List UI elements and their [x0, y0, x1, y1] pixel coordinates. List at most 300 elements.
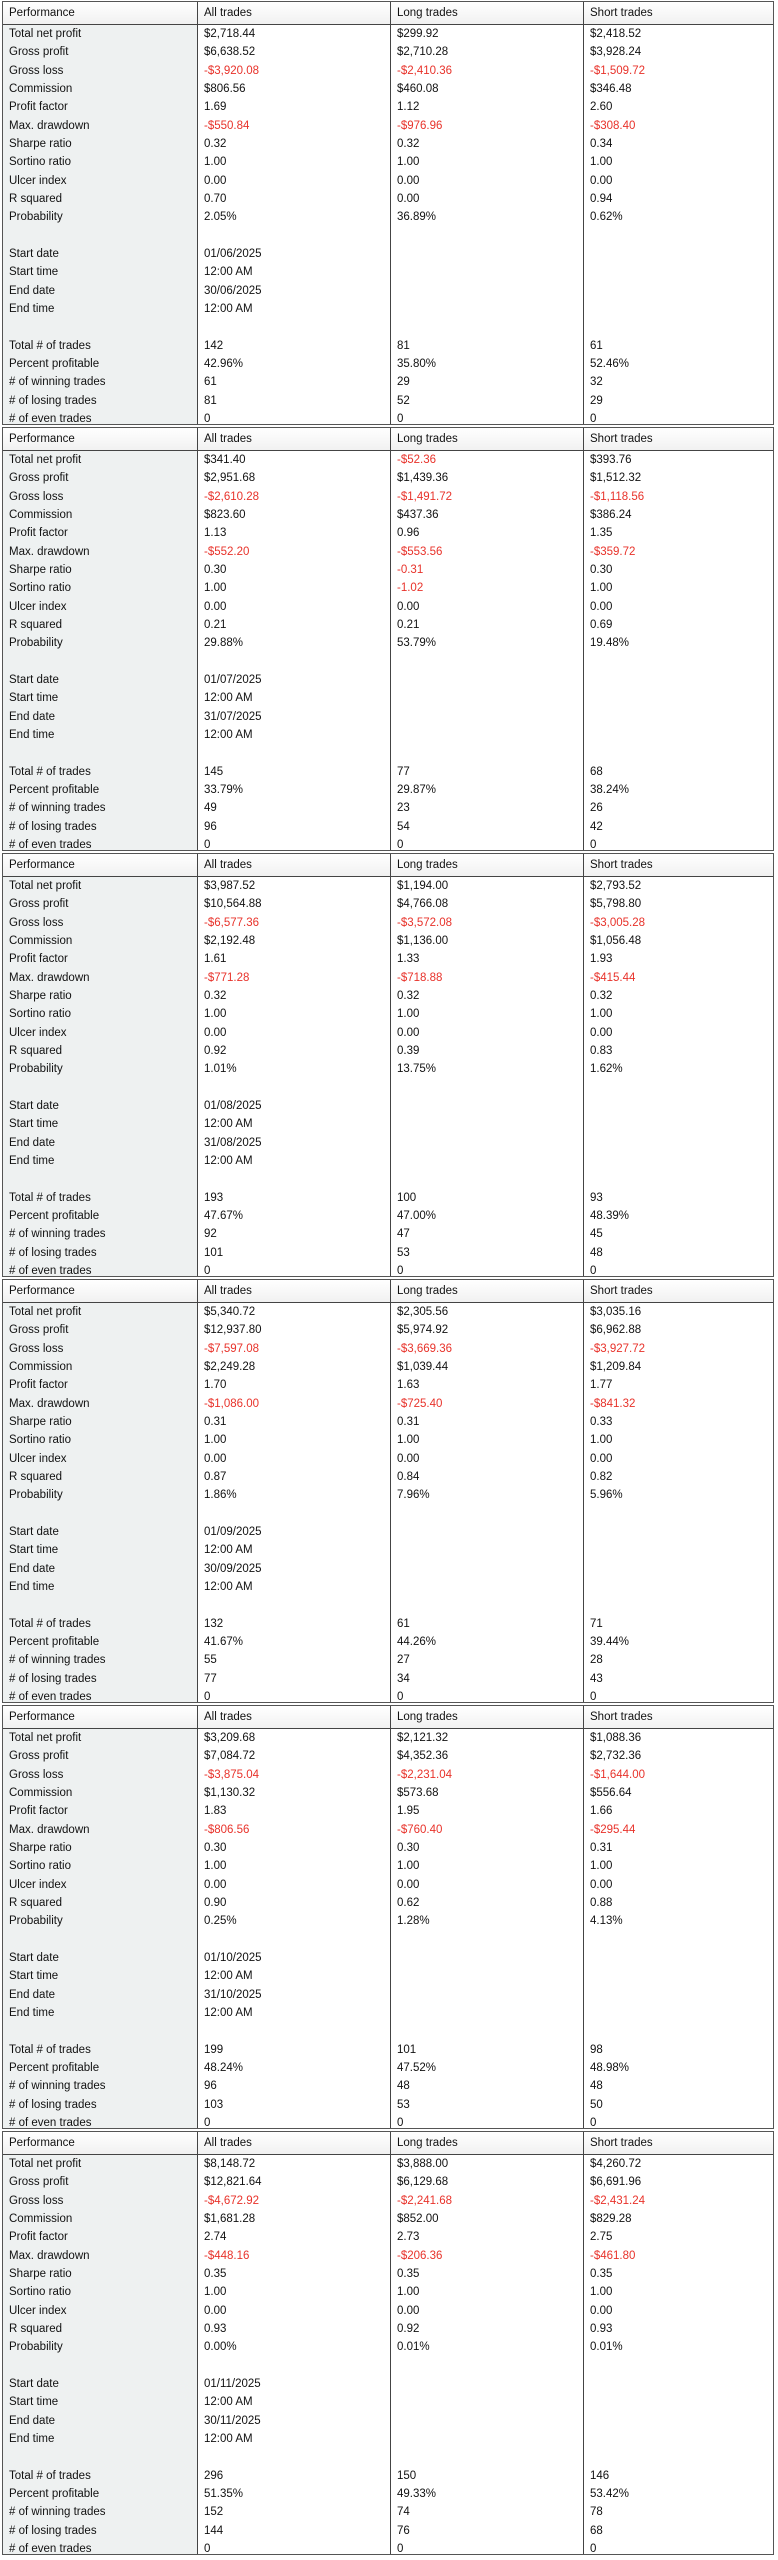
- all-trades-value: 0: [198, 1262, 391, 1277]
- metric-label: Percent profitable: [3, 2485, 198, 2503]
- metric-label: Sortino ratio: [3, 153, 198, 171]
- metric-row: [3, 634, 773, 652]
- performance-panel: [2, 1279, 774, 1703]
- all-trades-value: 132: [198, 1615, 391, 1633]
- spacer-row: [3, 653, 773, 671]
- long-trades-value: [391, 2412, 584, 2430]
- metric-label: Gross profit: [3, 43, 198, 61]
- long-trades-value: $1,194.00: [391, 877, 584, 895]
- metric-label: Commission: [3, 2210, 198, 2228]
- metric-label: Max. drawdown: [3, 1395, 198, 1413]
- metric-row: [3, 1244, 773, 1262]
- metric-row: [3, 877, 773, 895]
- long-trades-value: 1.63: [391, 1376, 584, 1394]
- all-trades-value: 12:00 AM: [198, 1115, 391, 1133]
- short-trades-value: 1.00: [590, 582, 613, 595]
- metric-row: [3, 1802, 773, 1820]
- short-trades-value: [584, 1578, 773, 1596]
- long-trades-value: 0.01%: [391, 2338, 584, 2356]
- metric-row: [3, 1747, 773, 1765]
- metric-row: [3, 117, 773, 135]
- metric-row: [3, 172, 773, 190]
- short-trades-value: $2,732.36: [590, 1750, 642, 1763]
- all-trades-value: [198, 1596, 391, 1614]
- all-trades-value: 1.00: [198, 1005, 391, 1023]
- metric-row: [3, 2155, 773, 2173]
- metric-row: [3, 1097, 773, 1115]
- short-trades-value: [584, 1134, 773, 1152]
- metric-row: [3, 1376, 773, 1394]
- all-trades-value: 81: [198, 392, 391, 410]
- short-trades-value: -$415.44: [590, 971, 636, 984]
- short-trades-value: 1.00: [590, 156, 613, 169]
- metric-label: # of even trades: [3, 410, 198, 425]
- long-trades-value: 0.84: [391, 1468, 584, 1486]
- long-trades-value: $1,439.36: [391, 469, 584, 487]
- metric-row: [3, 799, 773, 817]
- short-trades-value: 0.94: [590, 193, 613, 206]
- metric-label: Gross loss: [3, 914, 198, 932]
- long-trades-value: 0: [391, 2114, 584, 2129]
- short-trades-value: [584, 2393, 773, 2411]
- metric-label: Start time: [3, 1115, 198, 1133]
- all-trades-value: $2,249.28: [198, 1358, 391, 1376]
- short-trades-value: [584, 653, 773, 671]
- short-trades-value: 4.13%: [590, 1915, 623, 1928]
- metric-row: [3, 43, 773, 61]
- long-trades-value: 0: [391, 836, 584, 851]
- short-trades-value: 0: [590, 413, 597, 425]
- metric-label: End time: [3, 1152, 198, 1170]
- column-header-performance: Performance: [3, 428, 198, 450]
- short-trades-value: $1,088.36: [590, 1732, 642, 1745]
- all-trades-value: $8,148.72: [198, 2155, 391, 2173]
- long-trades-value: 150: [391, 2467, 584, 2485]
- long-trades-value: [391, 1079, 584, 1097]
- metric-label: Max. drawdown: [3, 2247, 198, 2265]
- spacer-row: [3, 1170, 773, 1188]
- metric-row: [3, 98, 773, 116]
- spacer-row: [3, 2357, 773, 2375]
- long-trades-value: 49.33%: [391, 2485, 584, 2503]
- performance-panel: [2, 1705, 774, 2129]
- all-trades-value: 0.00: [198, 172, 391, 190]
- metric-row: [3, 1766, 773, 1784]
- column-header-short-trades: Short trades: [590, 433, 653, 445]
- metric-row: [3, 1949, 773, 1967]
- long-trades-value: 0.92: [391, 2320, 584, 2338]
- short-trades-value: 19.48%: [590, 637, 630, 650]
- metric-label: Profit factor: [3, 950, 198, 968]
- metric-label: End time: [3, 2430, 198, 2448]
- metric-label: Ulcer index: [3, 1450, 198, 1468]
- metric-label: # of even trades: [3, 1262, 198, 1277]
- short-trades-value: -$1,118.56: [590, 490, 645, 503]
- metric-label: End time: [3, 300, 198, 318]
- short-trades-value: -$2,431.24: [590, 2194, 645, 2207]
- all-trades-value: [198, 1931, 391, 1949]
- metric-row: [3, 1340, 773, 1358]
- all-trades-value: -$550.84: [198, 117, 391, 135]
- all-trades-value: 0.00: [198, 1450, 391, 1468]
- long-trades-value: 101: [391, 2041, 584, 2059]
- short-trades-value: 0.32: [590, 990, 613, 1003]
- all-trades-value: 12:00 AM: [198, 726, 391, 744]
- metric-row: [3, 1207, 773, 1225]
- all-trades-value: 31/07/2025: [198, 708, 391, 726]
- short-trades-value: 29: [590, 394, 603, 407]
- all-trades-value: 2.05%: [198, 208, 391, 226]
- metric-row: [3, 1876, 773, 1894]
- short-trades-value: [584, 1931, 773, 1949]
- metric-label: Sharpe ratio: [3, 561, 198, 579]
- long-trades-value: 76: [391, 2522, 584, 2540]
- long-trades-value: -0.31: [391, 561, 584, 579]
- long-trades-value: [391, 1931, 584, 1949]
- metric-label: Percent profitable: [3, 355, 198, 373]
- panel-header-row: [3, 2, 773, 25]
- metric-label: Gross loss: [3, 488, 198, 506]
- metric-label: Start date: [3, 2375, 198, 2393]
- long-trades-value: -$725.40: [391, 1395, 584, 1413]
- metric-label: # of losing trades: [3, 2522, 198, 2540]
- short-trades-value: $829.28: [590, 2213, 632, 2226]
- metric-row: [3, 1115, 773, 1133]
- long-trades-value: -$52.36: [391, 451, 584, 469]
- metric-row: [3, 2059, 773, 2077]
- all-trades-value: 12:00 AM: [198, 1967, 391, 1985]
- long-trades-value: 0.00: [391, 1024, 584, 1042]
- all-trades-value: 0.00%: [198, 2338, 391, 2356]
- all-trades-value: $806.56: [198, 80, 391, 98]
- long-trades-value: -$553.56: [391, 543, 584, 561]
- all-trades-value: 12:00 AM: [198, 2004, 391, 2022]
- all-trades-value: $1,681.28: [198, 2210, 391, 2228]
- short-trades-value: $393.76: [590, 454, 632, 467]
- metric-label: Profit factor: [3, 1376, 198, 1394]
- metric-label: Total net profit: [3, 1729, 198, 1747]
- long-trades-value: -$2,410.36: [391, 62, 584, 80]
- short-trades-value: 68: [590, 2524, 603, 2537]
- metric-row: [3, 2540, 773, 2555]
- short-trades-value: 1.00: [590, 1434, 613, 1447]
- long-trades-value: $2,305.56: [391, 1303, 584, 1321]
- long-trades-value: $460.08: [391, 80, 584, 98]
- all-trades-value: 0.21: [198, 616, 391, 634]
- metric-row: [3, 781, 773, 799]
- spacer-row: [3, 1931, 773, 1949]
- metric-label: Total # of trades: [3, 1615, 198, 1633]
- metric-label: Sortino ratio: [3, 1431, 198, 1449]
- long-trades-value: 0: [391, 1262, 584, 1277]
- column-header-long-trades: Long trades: [391, 2132, 584, 2154]
- metric-label: Ulcer index: [3, 598, 198, 616]
- long-trades-value: -$3,572.08: [391, 914, 584, 932]
- performance-panel: [2, 1, 774, 425]
- long-trades-value: 0.00: [391, 1450, 584, 1468]
- column-header-short-trades: Short trades: [590, 7, 653, 19]
- all-trades-value: 12:00 AM: [198, 1541, 391, 1559]
- long-trades-value: [391, 689, 584, 707]
- metric-label: # of losing trades: [3, 2096, 198, 2114]
- metric-row: [3, 1560, 773, 1578]
- metric-row: [3, 932, 773, 950]
- short-trades-value: 48.39%: [590, 1210, 630, 1223]
- metric-row: [3, 1578, 773, 1596]
- short-trades-value: 0.35: [590, 2268, 613, 2281]
- all-trades-value: [198, 2357, 391, 2375]
- short-trades-value: [584, 245, 773, 263]
- long-trades-value: 0.00: [391, 598, 584, 616]
- metric-label: Gross profit: [3, 1321, 198, 1339]
- performance-panel: [2, 2131, 774, 2555]
- metric-row: [3, 1225, 773, 1243]
- all-trades-value: 1.86%: [198, 1486, 391, 1504]
- long-trades-value: [391, 1097, 584, 1115]
- long-trades-value: 36.89%: [391, 208, 584, 226]
- metric-row: [3, 1651, 773, 1669]
- short-trades-value: 0.62%: [590, 211, 623, 224]
- column-header-all-trades: All trades: [198, 2132, 391, 2154]
- long-trades-value: [391, 1541, 584, 1559]
- metric-row: [3, 1839, 773, 1857]
- long-trades-value: 1.12: [391, 98, 584, 116]
- short-trades-value: 1.35: [590, 527, 613, 540]
- short-trades-value: $1,512.32: [590, 472, 642, 485]
- short-trades-value: 1.77: [590, 1379, 613, 1392]
- short-trades-value: -$1,509.72: [590, 64, 645, 77]
- metric-label: Start time: [3, 2393, 198, 2411]
- long-trades-value: [391, 2004, 584, 2022]
- long-trades-value: 13.75%: [391, 1060, 584, 1078]
- all-trades-value: 0: [198, 836, 391, 851]
- short-trades-value: 0.00: [590, 1452, 613, 1465]
- metric-row: [3, 80, 773, 98]
- short-trades-value: -$308.40: [590, 119, 636, 132]
- long-trades-value: 54: [391, 818, 584, 836]
- metric-row: [3, 1821, 773, 1839]
- metric-row: [3, 2467, 773, 2485]
- long-trades-value: -$976.96: [391, 117, 584, 135]
- long-trades-value: 0.96: [391, 524, 584, 542]
- short-trades-value: [584, 1079, 773, 1097]
- short-trades-value: 78: [590, 2506, 603, 2519]
- long-trades-value: 1.00: [391, 1005, 584, 1023]
- metric-row: [3, 598, 773, 616]
- long-trades-value: 1.33: [391, 950, 584, 968]
- short-trades-value: [584, 2412, 773, 2430]
- metric-label: End time: [3, 726, 198, 744]
- all-trades-value: 0.30: [198, 1839, 391, 1857]
- long-trades-value: [391, 1596, 584, 1614]
- metric-label: # of losing trades: [3, 1670, 198, 1688]
- short-trades-value: 0.93: [590, 2323, 613, 2336]
- metric-label: R squared: [3, 1468, 198, 1486]
- short-trades-value: [584, 1115, 773, 1133]
- metric-row: [3, 1541, 773, 1559]
- spacer-row: [3, 1596, 773, 1614]
- metric-row: [3, 135, 773, 153]
- long-trades-value: 53: [391, 2096, 584, 2114]
- all-trades-value: 01/10/2025: [198, 1949, 391, 1967]
- short-trades-value: [584, 300, 773, 318]
- metric-row: [3, 62, 773, 80]
- metric-row: [3, 190, 773, 208]
- short-trades-value: 32: [590, 376, 603, 389]
- long-trades-value: [391, 744, 584, 762]
- metric-label: Gross loss: [3, 62, 198, 80]
- metric-label: Probability: [3, 634, 198, 652]
- column-header-long-trades: Long trades: [391, 428, 584, 450]
- short-trades-value: [584, 1152, 773, 1170]
- all-trades-value: 0.00: [198, 1024, 391, 1042]
- metric-label: # of winning trades: [3, 1225, 198, 1243]
- all-trades-value: 47.67%: [198, 1207, 391, 1225]
- long-trades-value: [391, 2430, 584, 2448]
- all-trades-value: $1,130.32: [198, 1784, 391, 1802]
- short-trades-value: 5.96%: [590, 1489, 623, 1502]
- metric-label: # of even trades: [3, 2540, 198, 2555]
- short-trades-value: 0.00: [590, 2304, 613, 2317]
- all-trades-value: 142: [198, 337, 391, 355]
- metric-row: [3, 506, 773, 524]
- metric-label: # of winning trades: [3, 2503, 198, 2521]
- long-trades-value: 53.79%: [391, 634, 584, 652]
- all-trades-value: 1.61: [198, 950, 391, 968]
- long-trades-value: 0.00: [391, 190, 584, 208]
- all-trades-value: 193: [198, 1189, 391, 1207]
- long-trades-value: $4,766.08: [391, 895, 584, 913]
- metric-row: [3, 1024, 773, 1042]
- short-trades-value: 1.00: [590, 1860, 613, 1873]
- short-trades-value: 0.33: [590, 1416, 613, 1429]
- short-trades-value: $3,928.24: [590, 46, 642, 59]
- all-trades-value: 0.30: [198, 561, 391, 579]
- long-trades-value: 0.39: [391, 1042, 584, 1060]
- column-header-all-trades: All trades: [198, 428, 391, 450]
- long-trades-value: [391, 1170, 584, 1188]
- short-trades-value: $5,798.80: [590, 898, 642, 911]
- metric-label: Sortino ratio: [3, 2283, 198, 2301]
- all-trades-value: 31/08/2025: [198, 1134, 391, 1152]
- short-trades-value: -$461.80: [590, 2249, 636, 2262]
- long-trades-value: [391, 1523, 584, 1541]
- short-trades-value: [584, 282, 773, 300]
- long-trades-value: -$1,491.72: [391, 488, 584, 506]
- spacer-row: [3, 1079, 773, 1097]
- metric-row: [3, 208, 773, 226]
- short-trades-value: $556.64: [590, 1787, 632, 1800]
- column-header-performance: Performance: [3, 1280, 198, 1302]
- metric-row: [3, 1894, 773, 1912]
- short-trades-value: 42: [590, 820, 603, 833]
- all-trades-value: $3,987.52: [198, 877, 391, 895]
- all-trades-value: 30/06/2025: [198, 282, 391, 300]
- metric-row: [3, 708, 773, 726]
- long-trades-value: [391, 2357, 584, 2375]
- long-trades-value: $2,710.28: [391, 43, 584, 61]
- metric-label: End date: [3, 1986, 198, 2004]
- all-trades-value: 12:00 AM: [198, 2393, 391, 2411]
- long-trades-value: [391, 1967, 584, 1985]
- metric-label: Start date: [3, 1097, 198, 1115]
- short-trades-value: 0.00: [590, 600, 613, 613]
- metric-label: Total net profit: [3, 2155, 198, 2173]
- metric-row: [3, 1670, 773, 1688]
- long-trades-value: [391, 1578, 584, 1596]
- all-trades-value: 1.00: [198, 2283, 391, 2301]
- metric-label: # of losing trades: [3, 1244, 198, 1262]
- long-trades-value: 0.35: [391, 2265, 584, 2283]
- all-trades-value: $12,821.64: [198, 2173, 391, 2191]
- long-trades-value: 47: [391, 1225, 584, 1243]
- long-trades-value: $3,888.00: [391, 2155, 584, 2173]
- short-trades-value: [584, 2448, 773, 2466]
- metric-label: End date: [3, 1134, 198, 1152]
- all-trades-value: 1.00: [198, 579, 391, 597]
- short-trades-value: 0.83: [590, 1045, 613, 1058]
- all-trades-value: 103: [198, 2096, 391, 2114]
- metric-row: [3, 153, 773, 171]
- column-header-short-trades: Short trades: [590, 859, 653, 871]
- metric-label: R squared: [3, 616, 198, 634]
- metric-row: [3, 2228, 773, 2246]
- short-trades-value: 1.66: [590, 1805, 613, 1818]
- column-header-all-trades: All trades: [198, 2, 391, 24]
- metric-label: Probability: [3, 208, 198, 226]
- metric-label: [3, 2022, 198, 2040]
- all-trades-value: -$1,086.00: [198, 1395, 391, 1413]
- metric-label: [3, 1170, 198, 1188]
- metric-row: [3, 2192, 773, 2210]
- metric-row: [3, 2114, 773, 2129]
- spacer-row: [3, 227, 773, 245]
- all-trades-value: 33.79%: [198, 781, 391, 799]
- long-trades-value: [391, 1115, 584, 1133]
- all-trades-value: 0: [198, 2540, 391, 2555]
- all-trades-value: 1.70: [198, 1376, 391, 1394]
- long-trades-value: [391, 653, 584, 671]
- short-trades-value: [584, 1170, 773, 1188]
- panel-header-row: [3, 2132, 773, 2155]
- long-trades-value: [391, 1560, 584, 1578]
- metric-label: Start time: [3, 689, 198, 707]
- metric-row: [3, 1134, 773, 1152]
- column-header-performance: Performance: [3, 854, 198, 876]
- metric-label: [3, 1931, 198, 1949]
- metric-label: [3, 227, 198, 245]
- short-trades-value: 48: [590, 2080, 603, 2093]
- all-trades-value: 29.88%: [198, 634, 391, 652]
- metric-label: R squared: [3, 190, 198, 208]
- short-trades-value: $386.24: [590, 509, 632, 522]
- metric-label: # of even trades: [3, 2114, 198, 2129]
- long-trades-value: 1.00: [391, 153, 584, 171]
- metric-label: Ulcer index: [3, 172, 198, 190]
- long-trades-value: -1.02: [391, 579, 584, 597]
- metric-row: [3, 1912, 773, 1930]
- column-header-long-trades: Long trades: [391, 1706, 584, 1728]
- short-trades-value: [584, 726, 773, 744]
- short-trades-value: 45: [590, 1228, 603, 1241]
- all-trades-value: 0.00: [198, 2302, 391, 2320]
- short-trades-value: $1,056.48: [590, 935, 642, 948]
- metric-label: Ulcer index: [3, 2302, 198, 2320]
- short-trades-value: 98: [590, 2043, 603, 2056]
- short-trades-value: $2,793.52: [590, 880, 642, 893]
- metric-label: Total # of trades: [3, 2467, 198, 2485]
- short-trades-value: [584, 227, 773, 245]
